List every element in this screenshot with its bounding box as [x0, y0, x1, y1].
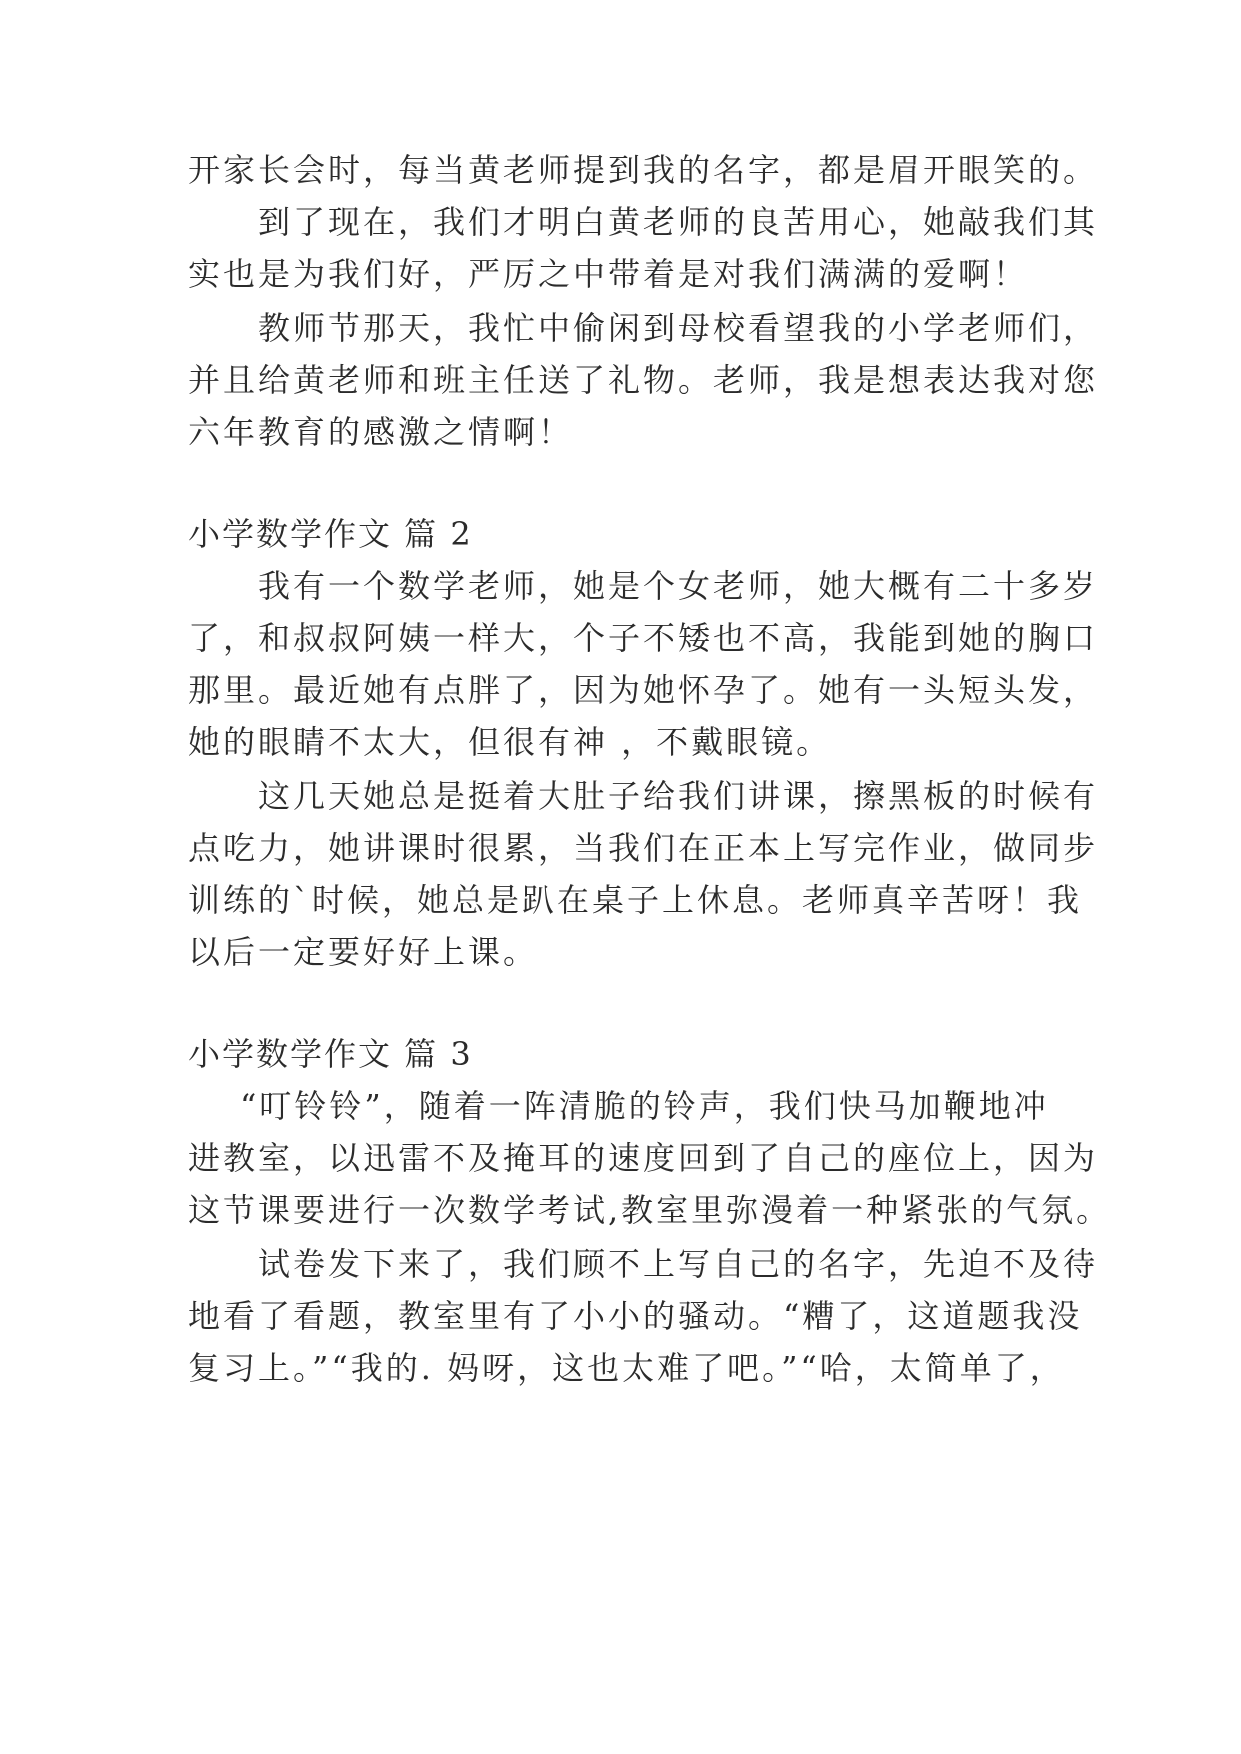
- paragraph-line: 进教室，以迅雷不及掩耳的速度回到了自己的座位上，因为: [188, 1139, 1099, 1177]
- paragraph-line: 到了现在，我们才明白黄老师的良苦用心，她敲我们其: [258, 203, 1099, 241]
- paragraph-line: 她的眼睛不太大，但很有神 ，不戴眼镜。: [188, 723, 832, 761]
- paragraph-line: 复习上。”“我的. 妈呀，这也太难了吧。”“哈，太简单了，: [188, 1349, 1065, 1387]
- paragraph-line: 并且给黄老师和班主任送了礼物。老师，我是想表达我对您: [188, 361, 1099, 399]
- paragraph-line: 点吃力，她讲课时很累，当我们在正本上写完作业，做同步: [188, 829, 1099, 867]
- paragraph-line: 这几天她总是挺着大肚子给我们讲课，擦黑板的时候有: [258, 777, 1099, 815]
- paragraph-line: 试卷发下来了，我们顾不上写自己的名字，先迫不及待: [258, 1245, 1099, 1283]
- paragraph-line: 地看了看题，教室里有了小小的骚动。“糟了，这道题我没: [188, 1297, 1083, 1335]
- paragraph-line: “叮铃铃”，随着一阵清脆的铃声，我们快马加鞭地冲: [240, 1087, 1049, 1125]
- paragraph-line: 以后一定要好好上课。: [188, 933, 539, 971]
- section-heading: 小学数学作文 篇 2: [188, 515, 473, 553]
- paragraph-line: 训练的`时候，她总是趴在桌子上休息。老师真辛苦呀！我: [188, 881, 1083, 919]
- paragraph-line: 六年教育的感激之情啊！: [188, 413, 574, 451]
- paragraph-line: 实也是为我们好，严厉之中带着是对我们满满的爱啊！: [188, 255, 1029, 293]
- paragraph-line: 教师节那天，我忙中偷闲到母校看望我的小学老师们，: [258, 309, 1099, 347]
- paragraph-line: 这节课要进行一次数学考试,教室里弥漫着一种紧张的气氛。: [188, 1191, 1112, 1229]
- section-heading: 小学数学作文 篇 3: [188, 1035, 473, 1073]
- paragraph-line: 开家长会时，每当黄老师提到我的名字，都是眉开眼笑的。: [188, 151, 1099, 189]
- paragraph-line: 了，和叔叔阿姨一样大，个子不矮也不高，我能到她的胸口: [188, 619, 1099, 657]
- paragraph-line: 那里。最近她有点胖了，因为她怀孕了。她有一头短头发，: [188, 671, 1099, 709]
- paragraph-line: 我有一个数学老师，她是个女老师，她大概有二十多岁: [258, 567, 1099, 605]
